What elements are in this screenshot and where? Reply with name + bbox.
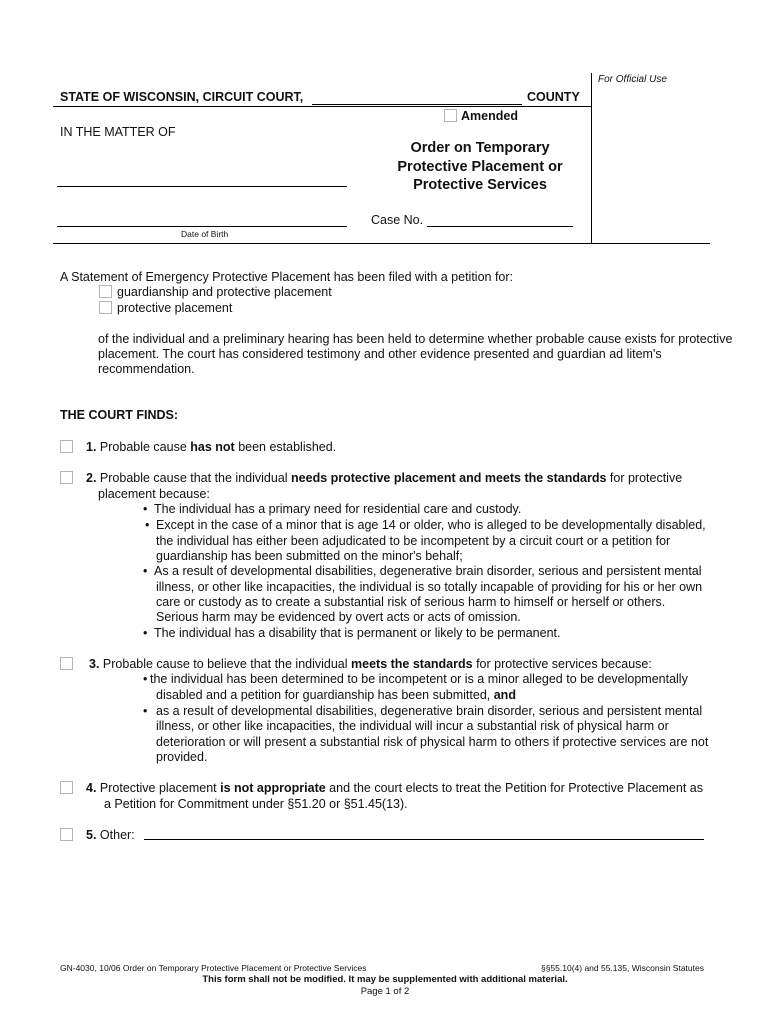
finding-4-line-2: a Petition for Commitment under §51.20 or §51.45(13). bbox=[104, 797, 408, 811]
form-title-line-3: Protective Services bbox=[413, 177, 547, 193]
official-use-label: For Official Use bbox=[598, 74, 667, 85]
title-top-rule bbox=[53, 106, 591, 107]
matter-of-label: IN THE MATTER OF bbox=[60, 125, 176, 139]
finding-2-number: 2. bbox=[86, 471, 97, 485]
finding-3-and: and bbox=[493, 688, 516, 702]
finding-3-checkbox[interactable] bbox=[60, 657, 73, 670]
form-title-line-1: Order on Temporary bbox=[410, 140, 550, 156]
other-finding-field[interactable] bbox=[144, 839, 704, 840]
finding-3-bullet-1-line-1: the individual has been determined to be incompetent or is a minor alleged to be developmentally bbox=[150, 672, 688, 686]
intro-paragraph-line-3: recommendation. bbox=[98, 362, 195, 376]
finding-3-bullet-2-line-1: as a result of developmental disabilities, degenerative brain disorder, serious and persistent mental bbox=[156, 704, 703, 718]
protective-placement-option-label: protective placement bbox=[117, 301, 233, 315]
guardianship-option-label: guardianship and protective placement bbox=[117, 285, 332, 299]
header-vertical-rule bbox=[591, 73, 592, 243]
finding-1-text bbox=[86, 439, 336, 455]
finding-4-bold: is not appropriate bbox=[220, 781, 326, 795]
finding-4-number: 4. bbox=[86, 781, 97, 795]
finding-2-bullet-4-dot: • bbox=[143, 626, 148, 640]
date-of-birth-label: Date of Birth bbox=[181, 229, 229, 239]
finding-4-checkbox[interactable] bbox=[60, 781, 73, 794]
footer-notice: This form shall not be modified. It may be supplemented with additional material. bbox=[202, 974, 568, 985]
finding-3-bullet-2-line-4: provided. bbox=[156, 750, 208, 764]
header-bottom-rule bbox=[53, 243, 710, 244]
finding-5-label: Other: bbox=[99, 828, 135, 842]
finding-2-post: for protective bbox=[606, 471, 683, 485]
footer-statutes: §§55.10(4) and 55.135, Wisconsin Statutes bbox=[540, 963, 704, 973]
finding-4-post: and the court elects to treat the Petition for Protective Placement as bbox=[325, 781, 703, 795]
case-no-field[interactable] bbox=[427, 226, 573, 227]
case-no-label: Case No. bbox=[371, 213, 424, 227]
intro-statement: A Statement of Emergency Protective Placement has been filed with a petition for: bbox=[60, 270, 514, 284]
finding-2-pre: Probable cause that the individual bbox=[99, 471, 292, 485]
finding-2-checkbox[interactable] bbox=[60, 471, 73, 484]
finding-3-bullet-2-line-2: illness, or other like incapacities, the individual will incur a substantial risk of physical harm or bbox=[156, 719, 669, 733]
county-label: COUNTY bbox=[527, 90, 580, 104]
finding-1-checkbox[interactable] bbox=[60, 440, 73, 453]
finding-2-bullet-1: The individual has a primary need for residential care and custody. bbox=[154, 502, 522, 516]
intro-paragraph-line-1: of the individual and a preliminary hearing has been held to determine whether probable cause exists for protective bbox=[98, 332, 733, 346]
finding-3-bullet-2-dot: • bbox=[143, 704, 148, 718]
finding-3-text bbox=[89, 656, 652, 672]
finding-2-bullet-1-dot: • bbox=[143, 502, 148, 516]
finding-4-text bbox=[86, 780, 703, 796]
footer-page-number: Page 1 of 2 bbox=[360, 986, 410, 997]
finding-1-post: been established. bbox=[234, 440, 337, 454]
finding-2-bullet-3-line-3: care or custody as to create a substantial risk of serious harm to himself or herself or others. bbox=[156, 595, 666, 609]
finding-3-bullet-1-line-2-text: disabled and a petition for guardianship has been submitted, bbox=[156, 688, 494, 702]
finding-2-bullet-4: The individual has a disability that is permanent or likely to be permanent. bbox=[154, 626, 561, 640]
amended-checkbox[interactable] bbox=[444, 109, 457, 122]
finding-2-bullet-2-line-1: Except in the case of a minor that is age 14 or older, who is alleged to be developmentally disabled, bbox=[156, 518, 706, 532]
finding-2-bullet-3-dot: • bbox=[143, 564, 148, 578]
finding-5-number: 5. bbox=[86, 828, 97, 842]
finding-5-checkbox[interactable] bbox=[60, 828, 73, 841]
finding-3-bullet-1-line-2 bbox=[156, 687, 516, 703]
finding-2-bullet-3-line-4: Serious harm may be evidenced by overt acts or acts of omission. bbox=[156, 610, 521, 624]
finding-2-bullet-3-line-2: illness, or other like incapacities, the individual is so totally incapable of providing for his or her own bbox=[156, 580, 703, 594]
form-title-line-2: Protective Placement or bbox=[397, 159, 563, 175]
individual-name-field[interactable] bbox=[57, 186, 347, 187]
court-label: STATE OF WISCONSIN, CIRCUIT COURT, bbox=[60, 90, 304, 104]
finding-3-pre: Probable cause to believe that the individual bbox=[102, 657, 352, 671]
intro-paragraph-line-2: placement. The court has considered testimony and other evidence presented and guardian ad litem's bbox=[98, 347, 662, 361]
finding-5-text bbox=[86, 827, 135, 843]
court-finds-heading: THE COURT FINDS: bbox=[60, 408, 179, 422]
finding-2-bullet-2-line-3: guardianship has been submitted on the minor's behalf; bbox=[156, 549, 463, 563]
finding-3-post: for protective services because: bbox=[472, 657, 652, 671]
finding-1-pre: Probable cause bbox=[99, 440, 191, 454]
finding-3-bullet-2-line-3: deterioration or will present a substantial risk of physical harm to others if protective services are not bbox=[156, 735, 709, 749]
finding-2-bullet-2-line-2: the individual has either been adjudicated to be incompetent by a circuit court or a petition for bbox=[156, 534, 671, 548]
finding-3-number: 3. bbox=[89, 657, 100, 671]
finding-4-pre: Protective placement bbox=[99, 781, 221, 795]
finding-1-bold: has not bbox=[190, 440, 235, 454]
finding-3-bullet-1-dot: • bbox=[143, 672, 148, 686]
finding-2-bullet-2-dot: • bbox=[145, 518, 150, 532]
footer-form-id: GN-4030, 10/06 Order on Temporary Protective Placement or Protective Services bbox=[60, 963, 367, 973]
finding-2-line-2: placement because: bbox=[98, 487, 210, 501]
finding-1-number: 1. bbox=[86, 440, 97, 454]
finding-2-text bbox=[86, 470, 682, 486]
amended-label: Amended bbox=[461, 109, 518, 123]
finding-2-bullet-3-line-1: As a result of developmental disabilities, degenerative brain disorder, serious and persistent mental bbox=[154, 564, 702, 578]
finding-3-bold: meets the standards bbox=[351, 657, 473, 671]
county-name-field[interactable] bbox=[312, 104, 522, 105]
guardianship-option-checkbox[interactable] bbox=[99, 285, 112, 298]
protective-placement-option-checkbox[interactable] bbox=[99, 301, 112, 314]
finding-2-bold: needs protective placement and meets the standards bbox=[291, 471, 607, 485]
date-of-birth-field[interactable] bbox=[57, 226, 347, 227]
